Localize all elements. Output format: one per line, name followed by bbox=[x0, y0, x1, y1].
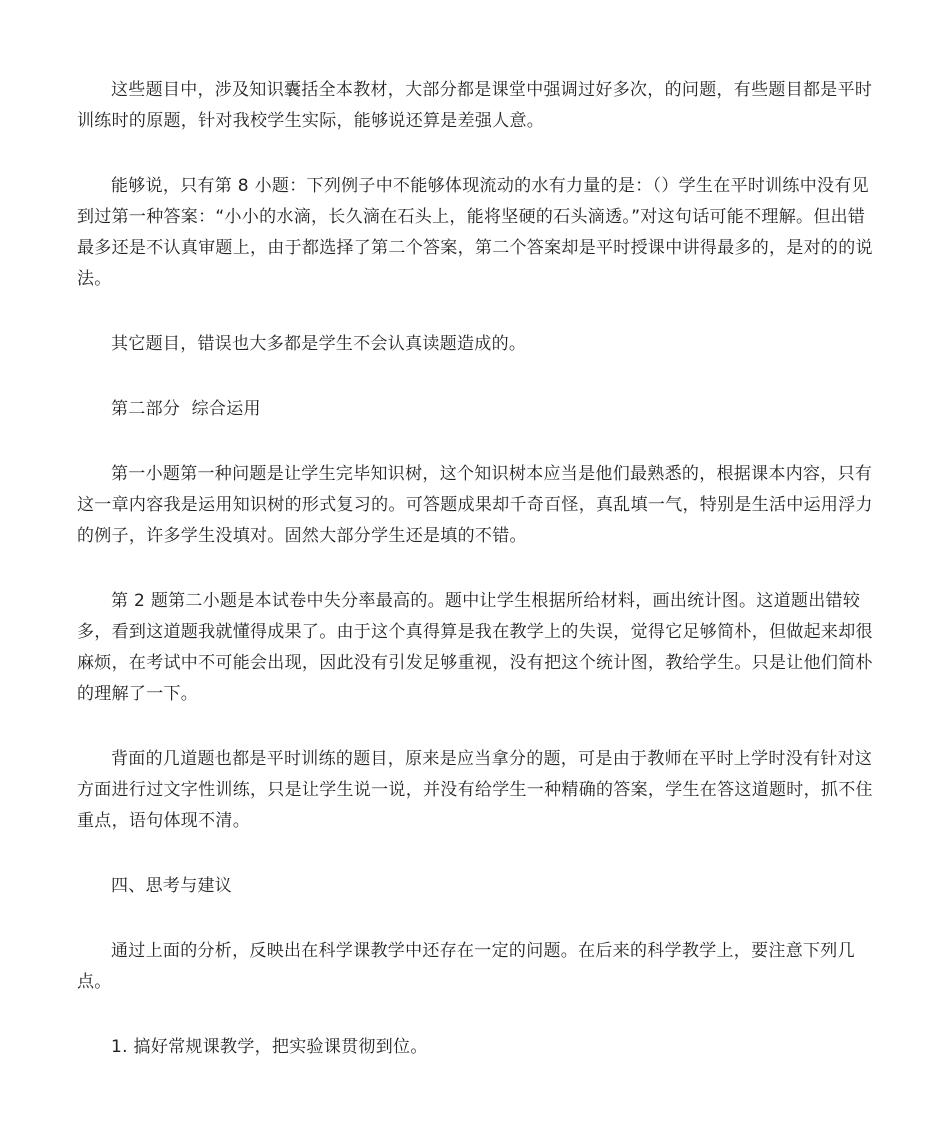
paragraph: 通过上面的分析，反映出在科学课教学中还存在一定的问题。在后来的科学教学上，要注意下列几点。 bbox=[77, 941, 855, 992]
section-heading: 四、思考与建议 bbox=[111, 876, 233, 896]
paragraph: 能够说，只有第 8 小题：下列例子中不能够体现流动的水有力量的是：（）学生在平时训练中没有见到过第一种答案：“小小的水滴，长久滴在石头上，能将坚硬的石头滴透。”对这句话可能不理解。但出错最多还是不认真审题上，由于都选择了第二个答案，第二个答案却是平时授课中讲得最多的，是对的的说法。 bbox=[77, 176, 873, 289]
paragraph: 这些题目中，涉及知识囊括全本教材，大部分都是课堂中强调过好多次，的问题，有些题目都是平时训练时的原题，针对我校学生实际，能够说还算是差强人意。 bbox=[77, 80, 873, 131]
paragraph: 其它题目，错误也大多都是学生不会认真读题造成的。 bbox=[111, 334, 527, 354]
section-heading: 第二部分 综合运用 bbox=[111, 399, 261, 419]
list-item: 1. 搞好常规课教学，把实验课贯彻到位。 bbox=[111, 1037, 428, 1057]
paragraph: 第一小题第一种问题是让学生完毕知识树，这个知识树本应当是他们最熟悉的，根据课本内容，只有这一章内容我是运用知识树的形式复习的。可答题成果却千奇百怪，真乱填一气，特别是生活中运用浮力的例子，许多学生没填对。固然大部分学生还是填的不错。 bbox=[77, 464, 873, 546]
paragraph: 背面的几道题也都是平时训练的题目，原来是应当拿分的题，可是由于教师在平时上学时没有针对这方面进行过文字性训练，只是让学生说一说，并没有给学生一种精确的答案，学生在答这道题时，抓不住重点，语句体现不清。 bbox=[77, 749, 873, 831]
paragraph: 第 2 题第二小题是本试卷中失分率最高的。题中让学生根据所给材料，画出统计图。这道题出错较多，看到这道题我就懂得成果了。由于这个真得算是我在教学上的失误，觉得它足够简朴，但做起来却很麻烦，在考试中不可能会出现，因此没有引发足够重视，没有把这个统计图，教给学生。只是让他们简朴的理解了一下。 bbox=[77, 591, 873, 704]
document-body bbox=[77, 75, 877, 1063]
